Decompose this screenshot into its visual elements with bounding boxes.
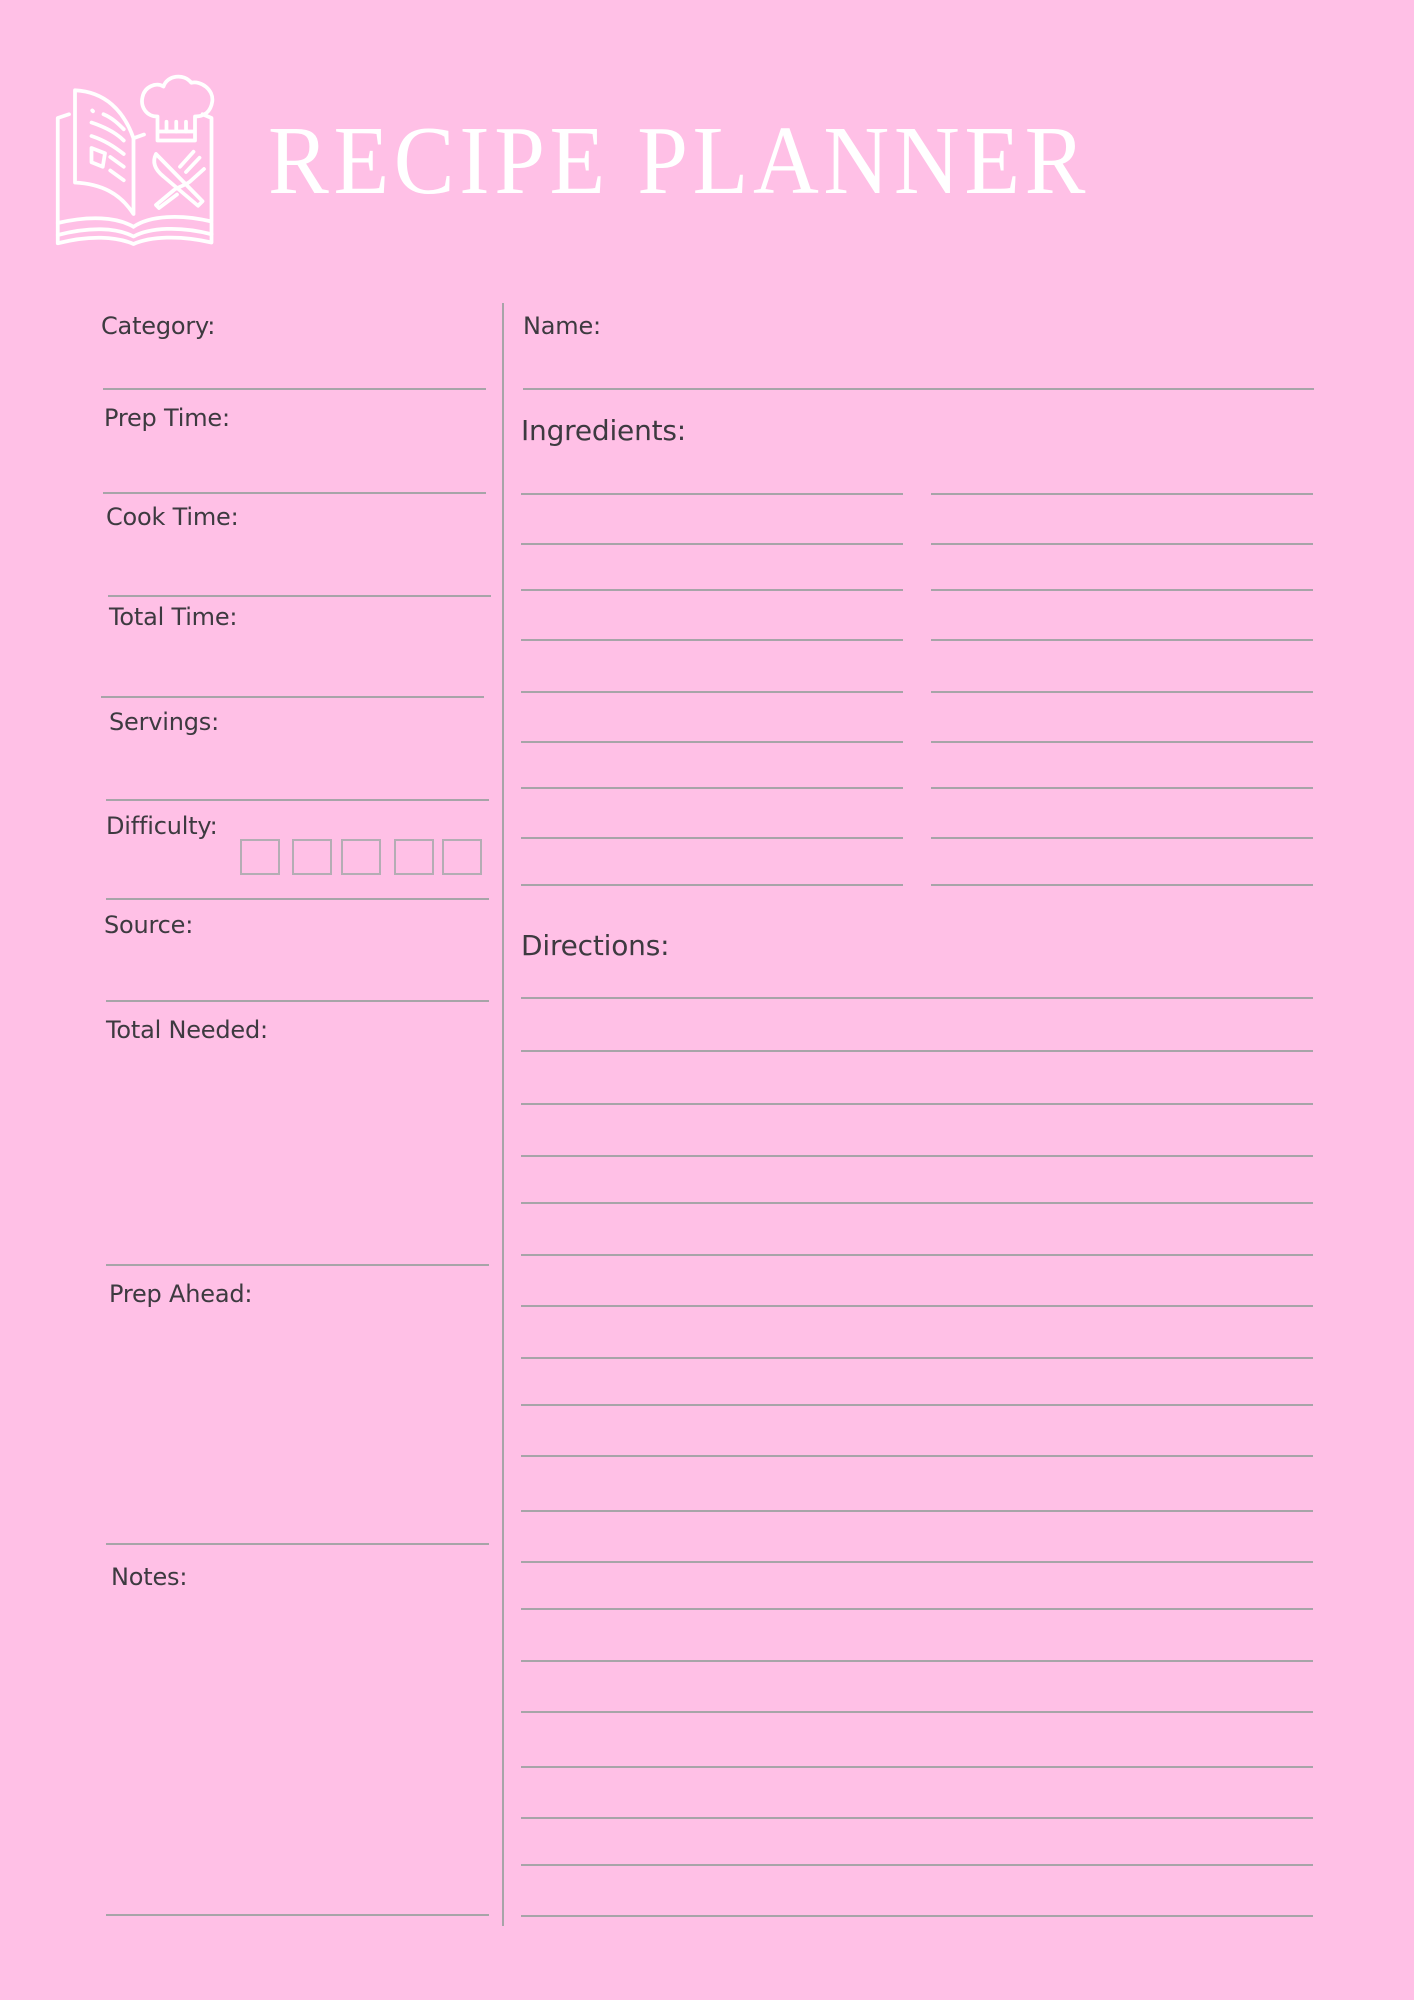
page-title: RECIPE PLANNER	[268, 107, 1091, 215]
ingredients-heading: Ingredients:	[521, 414, 687, 447]
directions-heading: Directions:	[521, 929, 670, 962]
direction-line[interactable]	[521, 1561, 1313, 1563]
name-field[interactable]	[523, 388, 1314, 390]
direction-line[interactable]	[521, 1404, 1313, 1406]
ingredient-line[interactable]	[931, 589, 1313, 591]
servings-field[interactable]	[106, 799, 489, 801]
ingredient-line[interactable]	[521, 837, 903, 839]
ingredient-line[interactable]	[931, 493, 1313, 495]
ingredient-line[interactable]	[931, 837, 1313, 839]
total-needed-field[interactable]	[106, 1264, 489, 1266]
direction-line[interactable]	[521, 1766, 1313, 1768]
notes-label: Notes:	[111, 1563, 188, 1591]
difficulty-divider	[106, 898, 489, 900]
direction-line[interactable]	[521, 1608, 1313, 1610]
prep-time-field[interactable]	[103, 492, 486, 494]
name-label: Name:	[523, 312, 601, 340]
direction-line[interactable]	[521, 1254, 1313, 1256]
direction-line[interactable]	[521, 1915, 1313, 1917]
direction-line[interactable]	[521, 1357, 1313, 1359]
ingredient-line[interactable]	[521, 787, 903, 789]
ingredient-line[interactable]	[931, 639, 1313, 641]
direction-line[interactable]	[521, 1660, 1313, 1662]
ingredient-line[interactable]	[521, 691, 903, 693]
prep-ahead-label: Prep Ahead:	[109, 1280, 253, 1308]
ingredient-line[interactable]	[521, 884, 903, 886]
total-needed-label: Total Needed:	[106, 1016, 268, 1044]
servings-label: Servings:	[109, 708, 219, 736]
direction-line[interactable]	[521, 1711, 1313, 1713]
notes-field[interactable]	[106, 1914, 489, 1916]
direction-line[interactable]	[521, 1817, 1313, 1819]
prep-time-label: Prep Time:	[104, 404, 230, 432]
ingredient-line[interactable]	[931, 787, 1313, 789]
difficulty-checkbox-1[interactable]	[240, 839, 280, 875]
direction-line[interactable]	[521, 1155, 1313, 1157]
ingredient-line[interactable]	[521, 589, 903, 591]
column-divider	[502, 303, 504, 1926]
direction-line[interactable]	[521, 1455, 1313, 1457]
difficulty-checkbox-4[interactable]	[394, 839, 434, 875]
direction-line[interactable]	[521, 1103, 1313, 1105]
direction-line[interactable]	[521, 1305, 1313, 1307]
difficulty-checkbox-3[interactable]	[341, 839, 381, 875]
direction-line[interactable]	[521, 1510, 1313, 1512]
cook-time-label: Cook Time:	[106, 503, 239, 531]
ingredient-line[interactable]	[521, 493, 903, 495]
cook-time-field[interactable]	[108, 595, 491, 597]
total-time-field[interactable]	[101, 696, 484, 698]
category-field[interactable]	[103, 388, 486, 390]
direction-line[interactable]	[521, 997, 1313, 999]
ingredient-line[interactable]	[931, 543, 1313, 545]
ingredient-line[interactable]	[931, 691, 1313, 693]
difficulty-checkbox-2[interactable]	[292, 839, 332, 875]
difficulty-checkbox-5[interactable]	[442, 839, 482, 875]
recipe-book-chef-hat-icon	[30, 58, 255, 283]
source-label: Source:	[104, 911, 194, 939]
difficulty-label: Difficulty:	[106, 812, 218, 840]
source-field[interactable]	[106, 1000, 489, 1002]
prep-ahead-field[interactable]	[106, 1543, 489, 1545]
total-time-label: Total Time:	[109, 603, 238, 631]
category-label: Category:	[101, 312, 216, 340]
ingredient-line[interactable]	[931, 884, 1313, 886]
direction-line[interactable]	[521, 1202, 1313, 1204]
direction-line[interactable]	[521, 1050, 1313, 1052]
ingredient-line[interactable]	[521, 741, 903, 743]
ingredient-line[interactable]	[521, 543, 903, 545]
ingredient-line[interactable]	[931, 741, 1313, 743]
direction-line[interactable]	[521, 1864, 1313, 1866]
ingredient-line[interactable]	[521, 639, 903, 641]
